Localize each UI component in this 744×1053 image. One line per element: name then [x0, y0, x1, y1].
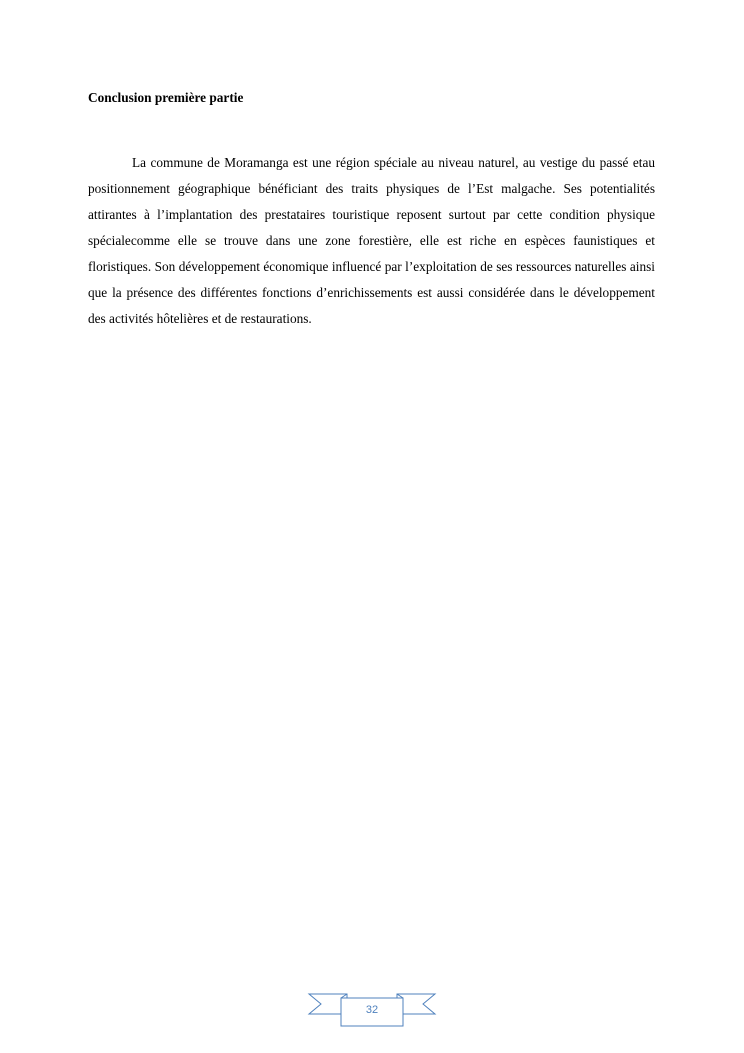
section-heading: Conclusion première partie [88, 90, 244, 105]
conclusion-paragraph: La commune de Moramanga est une région spéciale au niveau naturel, au vestige du passé etau positionnement géographique bénéficiant des traits physiques de l’Est malgache. Ses potentialités attirantes à l’implantation des prestataires touristique reposent surtout par cette condition physique spécialecomme elle se trouve dans une zone forestière, elle est riche en espèces faunistiques et floristiques. Son développement économique influencé par l’exploitation de ses ressources naturelles ainsi que la présence des différentes fonctions d’enrichissements est aussi considérée dans le développement des activités hôtelières et de restaurations. [88, 155, 655, 326]
page-number: 32 [365, 1004, 379, 1016]
